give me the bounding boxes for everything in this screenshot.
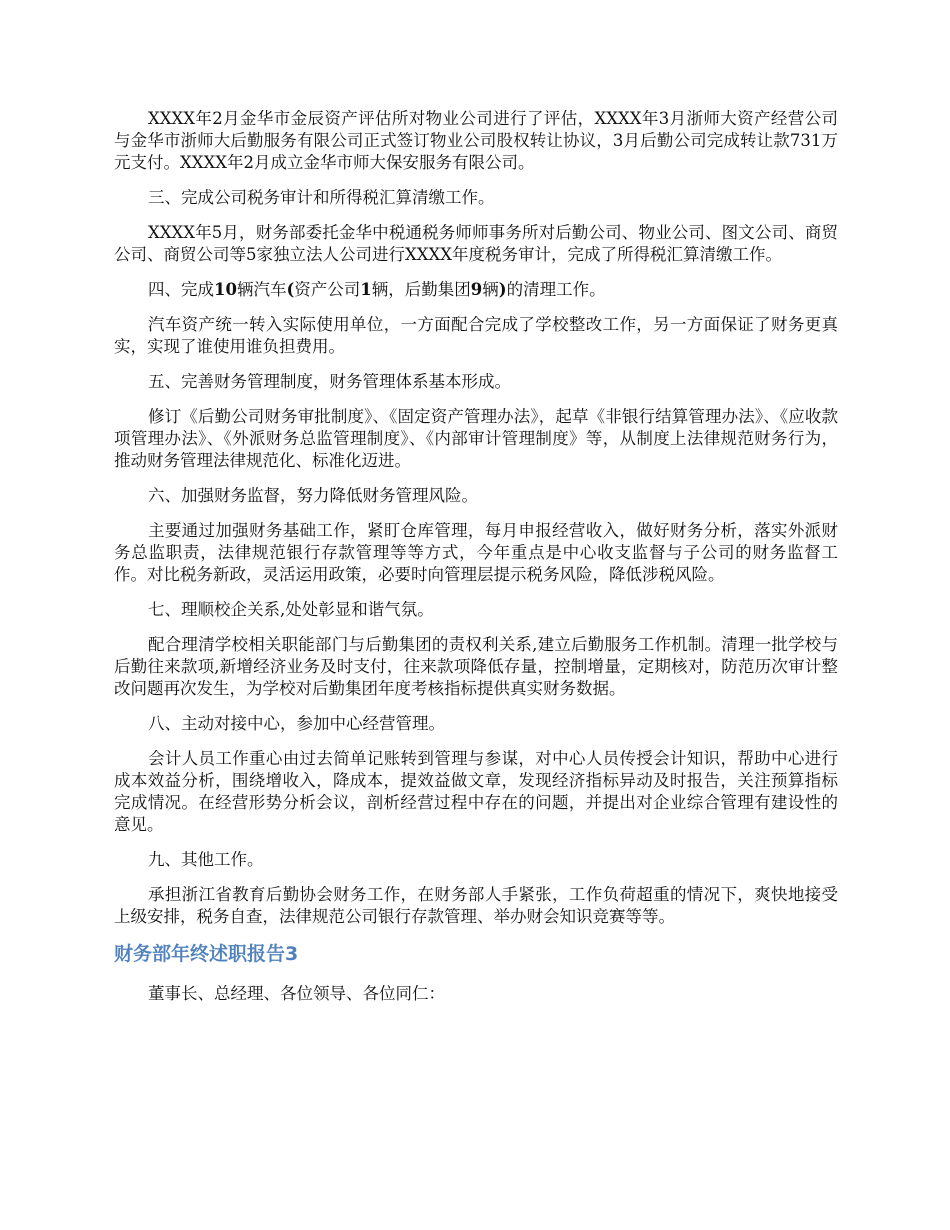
paragraph-tax-audit: XXXX年5月，财务部委托金华中税通税务师师事务所对后勤公司、物业公司、图文公司、商贸公司、商贸公司等5家独立法人公司进行XXXX年度税务审计，完成了所得税汇算清缴工作。 xyxy=(114,223,838,264)
salutation: 董事长、总经理、各位领导、各位同仁： xyxy=(148,984,445,1003)
heading-school-enterprise: 七、理顺校企关系,处处彰显和谐气氛。 xyxy=(148,600,434,619)
heading-center-management: 八、主动对接中心，参加中心经营管理。 xyxy=(148,714,445,733)
paragraph-other-work: 承担浙江省教育后勤协会财务工作，在财务部人手紧张，工作负荷超重的情况下，爽快地接受上级安排，税务自查，法律规范公司银行存款管理、举办财会知识竞赛等等。 xyxy=(114,885,838,926)
paragraph-center-management: 会计人员工作重心由过去简单记账转到管理与参谋，对中心人员传授会计知识，帮助中心进行成本效益分析，围绕增收入，降成本，提效益做文章，发现经济指标异动及时报告，关注预算指标完成情况。在经营形势分析会议，剖析经营过程中存在的问题，并提出对企业综合管理有建设性的意见。 xyxy=(114,749,838,834)
document-body xyxy=(114,108,838,1018)
heading-financial-supervision: 六、加强财务监督，努力降低财务管理风险。 xyxy=(148,486,478,505)
paragraph-management-system: 修订《后勤公司财务审批制度》、《固定资产管理办法》，起草《非银行结算管理办法》、《应收款项管理办法》、《外派财务总监管理制度》、《内部审计管理制度》等，从制度上法律规范财务行为，推动财务管理法律规范化、标准化迈进。 xyxy=(114,407,838,470)
heading-management-system: 五、完善财务管理制度，财务管理体系基本形成。 xyxy=(148,372,511,391)
section-title: 财务部年终述职报告3 xyxy=(114,943,299,965)
paragraph-property-evaluation: XXXX年2月金华市金辰资产评估所对物业公司进行了评估，XXXX年3月浙师大资产经营公司与金华市浙师大后勤服务有限公司正式签订物业公司股权转让协议，3月后勤公司完成转让款731万元支付。XXXX年2月成立金华市师大保安服务有限公司。 xyxy=(114,109,838,172)
heading-vehicle-cleanup: 四、完成10辆汽车(资产公司1辆，后勤集团9辆)的清理工作。 xyxy=(148,280,606,299)
heading-other-work: 九、其他工作。 xyxy=(148,850,264,869)
heading-tax-audit: 三、完成公司税务审计和所得税汇算清缴工作。 xyxy=(148,188,495,207)
paragraph-school-enterprise: 配合理清学校相关职能部门与后勤集团的责权利关系,建立后勤服务工作机制。清理一批学校与后勤往来款项,新增经济业务及时支付，往来款项降低存量，控制增量，定期核对，防范历次审计整改问题再次发生，为学校对后勤集团年度考核指标提供真实财务数据。 xyxy=(114,635,838,698)
paragraph-financial-supervision: 主要通过加强财务基础工作，紧盯仓库管理，每月申报经营收入，做好财务分析，落实外派财务总监职责，法律规范银行存款管理等等方式，今年重点是中心收支监督与子公司的财务监督工作。对比税务新政，灵活运用政策，必要时向管理层提示税务风险，降低涉税风险。 xyxy=(114,521,838,584)
paragraph-vehicle-cleanup: 汽车资产统一转入实际使用单位，一方面配合完成了学校整改工作，另一方面保证了财务更真实，实现了谁使用谁负担费用。 xyxy=(114,315,838,356)
